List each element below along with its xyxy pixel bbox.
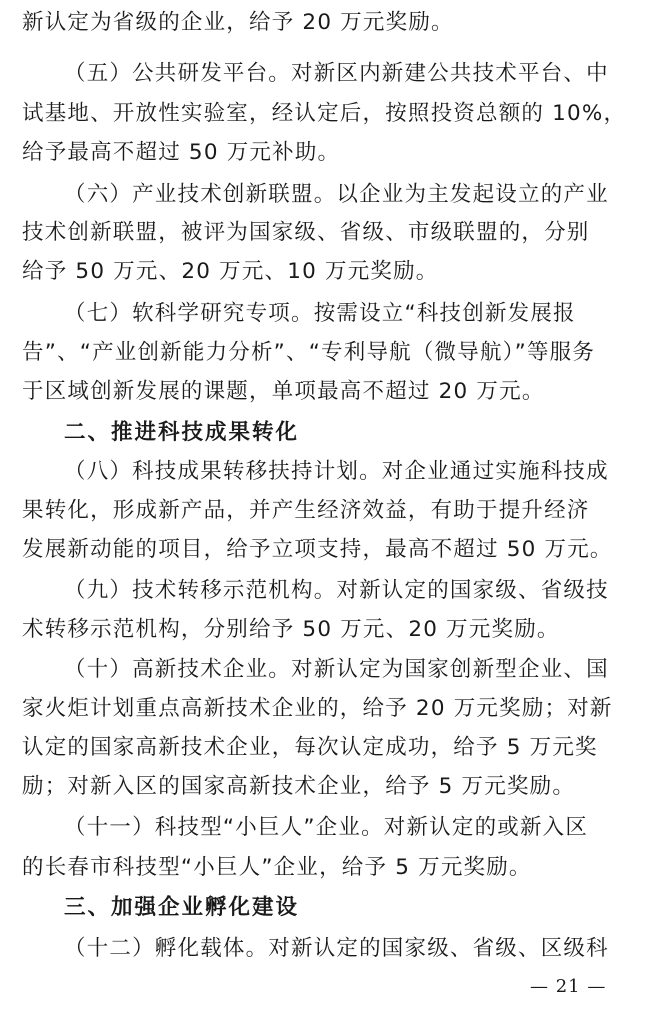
text-line: 试基地、开放性实验室，经认定后，按照投资总额的 10%， (22, 101, 627, 126)
text-line: 给予最高不超过 50 万元补助。 (22, 140, 341, 165)
text-line: 的长春市科技型“小巨人”企业，给予 5 万元奖励。 (22, 855, 532, 880)
text-line: （五）公共研发平台。对新区内新建公共技术平台、中 (64, 61, 609, 86)
page-number: — 21 — (530, 976, 607, 997)
section-heading: 三、加强企业孵化建设 (64, 895, 300, 920)
text-line: 于区域创新发展的课题，单项最高不超过 20 万元。 (22, 379, 545, 404)
text-line: 家火炬计划重点高新技术企业的，给予 20 万元奖励；对新 (22, 696, 613, 721)
text-line: 告”、“产业创新能力分析”、“专利导航（微导航）”等服务 (22, 340, 596, 365)
text-line: 发展新动能的项目，给予立项支持，最高不超过 50 万元。 (22, 537, 613, 562)
text-line: 给予 50 万元、20 万元、10 万元奖励。 (22, 259, 439, 284)
text-line: （十二）孵化载体。对新认定的国家级、省级、区级科 (64, 936, 609, 961)
text-line: 认定的国家高新技术企业，每次认定成功，给予 5 万元奖 (22, 735, 598, 760)
text-line: 励；对新入区的国家高新技术企业，给予 5 万元奖励。 (22, 774, 576, 799)
text-line: 新认定为省级的企业，给予 20 万元奖励。 (22, 10, 454, 35)
text-line: 术转移示范机构，分别给予 50 万元、20 万元奖励。 (22, 617, 560, 642)
text-line: 技术创新联盟，被评为国家级、省级、市级联盟的，分别 (22, 220, 590, 245)
text-line: （十）高新技术企业。对新认定为国家创新型企业、国 (64, 657, 609, 682)
text-line: （九）技术转移示范机构。对新认定的国家级、省级技 (64, 578, 609, 603)
text-line: （十一）科技型“小巨人”企业。对新认定的或新入区 (64, 815, 589, 840)
section-heading: 二、推进科技成果转化 (64, 420, 300, 445)
text-line: （六）产业技术创新联盟。以企业为主发起设立的产业 (64, 182, 609, 207)
text-line: 果转化，形成新产品，并产生经济效益，有助于提升经济 (22, 498, 590, 523)
text-line: （七）软科学研究专项。按需设立“科技创新发展报 (64, 301, 576, 326)
text-line: （八）科技成果转移扶持计划。对企业通过实施科技成 (64, 459, 609, 484)
